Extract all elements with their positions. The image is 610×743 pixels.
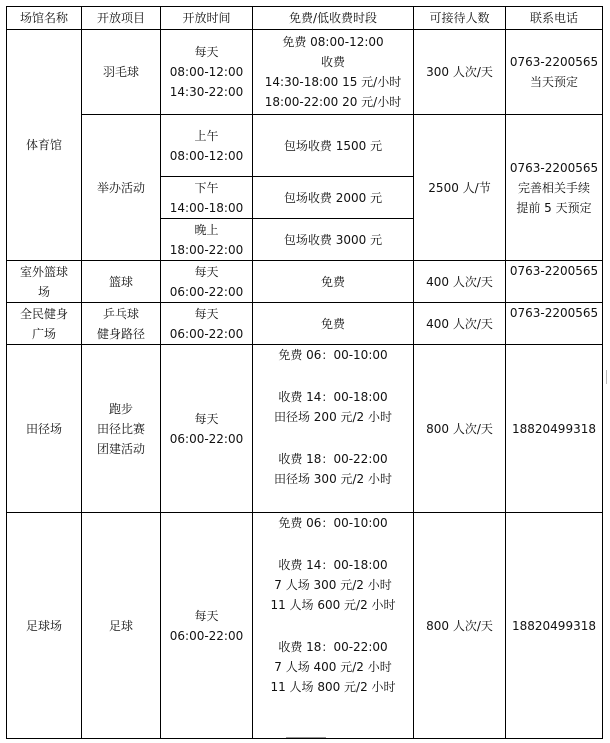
header-row — [7, 7, 603, 30]
track-time-cell: 每天 06:00-22:00 — [161, 345, 253, 513]
events-evening-fee-cell: 包场收费 3000 元 — [253, 219, 414, 261]
events-capacity-cell: 2500 人/节 — [414, 115, 506, 261]
header-item: 开放项目 — [82, 7, 161, 30]
track-item-cell: 跑步 田径比赛 团建活动 — [82, 345, 161, 513]
basketball-venue-cell: 室外篮球 场 — [7, 261, 82, 303]
header-fee: 免费/低收费时段 — [253, 7, 414, 30]
track-capacity-cell: 800 人次/天 — [414, 345, 506, 513]
fitness-item-cell: 乒乓球 健身路径 — [82, 303, 161, 345]
events-evening-time-cell: 晚上 18:00-22:00 — [161, 219, 253, 261]
fitness-time-cell: 每天 06:00-22:00 — [161, 303, 253, 345]
basketball-item-cell: 篮球 — [82, 261, 161, 303]
table-row — [7, 513, 603, 739]
fitness-fee-cell: 免费 — [253, 303, 414, 345]
table-row — [7, 345, 603, 513]
badminton-item-cell: 羽毛球 — [82, 30, 161, 115]
track-fee-cell: 免费 06：00-10:00 收费 14：00-18:00 田径场 200 元/2 小时 收费 18：00-22:00 田径场 300 元/2 小时 — [253, 345, 414, 513]
football-fee-cell: 免费 06：00-10:00 收费 14：00-18:00 7 人场 300 元/2 小时 11 人场 600 元/2 小时 收费 18：00-22:00 7 人场 400 元/2 小时 11 人场 800 元/2 小时 — [253, 513, 414, 739]
badminton-phone-cell: 0763-2200565 当天预定 — [506, 30, 603, 115]
basketball-fee-cell: 免费 — [253, 261, 414, 303]
events-afternoon-fee-cell: 包场收费 2000 元 — [253, 177, 414, 219]
football-capacity-cell: 800 人次/天 — [414, 513, 506, 739]
header-phone: 联系电话 — [506, 7, 603, 30]
badminton-time-cell: 每天 08:00-12:00 14:30-22:00 — [161, 30, 253, 115]
fitness-venue-cell: 全民健身 广场 — [7, 303, 82, 345]
badminton-capacity-cell: 300 人次/天 — [414, 30, 506, 115]
gym-venue-cell: 体育馆 — [7, 30, 82, 261]
fitness-phone-cell: 0763-2200565 — [506, 303, 603, 345]
badminton-fee-cell: 免费 08:00-12:00 收费 14:30-18:00 15 元/小时 18:00-22:00 20 元/小时 — [253, 30, 414, 115]
football-phone-cell: 18820499318 — [506, 513, 603, 739]
basketball-capacity-cell: 400 人次/天 — [414, 261, 506, 303]
table-row — [7, 303, 603, 345]
track-venue-cell: 田径场 — [7, 345, 82, 513]
events-morning-time-cell: 上午 08:00-12:00 — [161, 115, 253, 177]
fitness-capacity-cell: 400 人次/天 — [414, 303, 506, 345]
page-side-mark — [606, 370, 607, 384]
header-time: 开放时间 — [161, 7, 253, 30]
events-morning-fee-cell: 包场收费 1500 元 — [253, 115, 414, 177]
table-row — [7, 115, 603, 177]
page-edge-mark — [286, 737, 326, 738]
football-time-cell: 每天 06:00-22:00 — [161, 513, 253, 739]
basketball-phone-cell: 0763-2200565 — [506, 261, 603, 303]
track-phone-cell: 18820499318 — [506, 345, 603, 513]
events-afternoon-time-cell: 下午 14:00-18:00 — [161, 177, 253, 219]
header-capacity: 可接待人数 — [414, 7, 506, 30]
table-row — [7, 30, 603, 115]
events-item-cell: 举办活动 — [82, 115, 161, 261]
football-venue-cell: 足球场 — [7, 513, 82, 739]
venue-schedule-table — [6, 6, 603, 739]
header-venue: 场馆名称 — [7, 7, 82, 30]
table-row — [7, 261, 603, 303]
basketball-time-cell: 每天 06:00-22:00 — [161, 261, 253, 303]
events-phone-cell: 0763-2200565 完善相关手续 提前 5 天预定 — [506, 115, 603, 261]
football-item-cell: 足球 — [82, 513, 161, 739]
